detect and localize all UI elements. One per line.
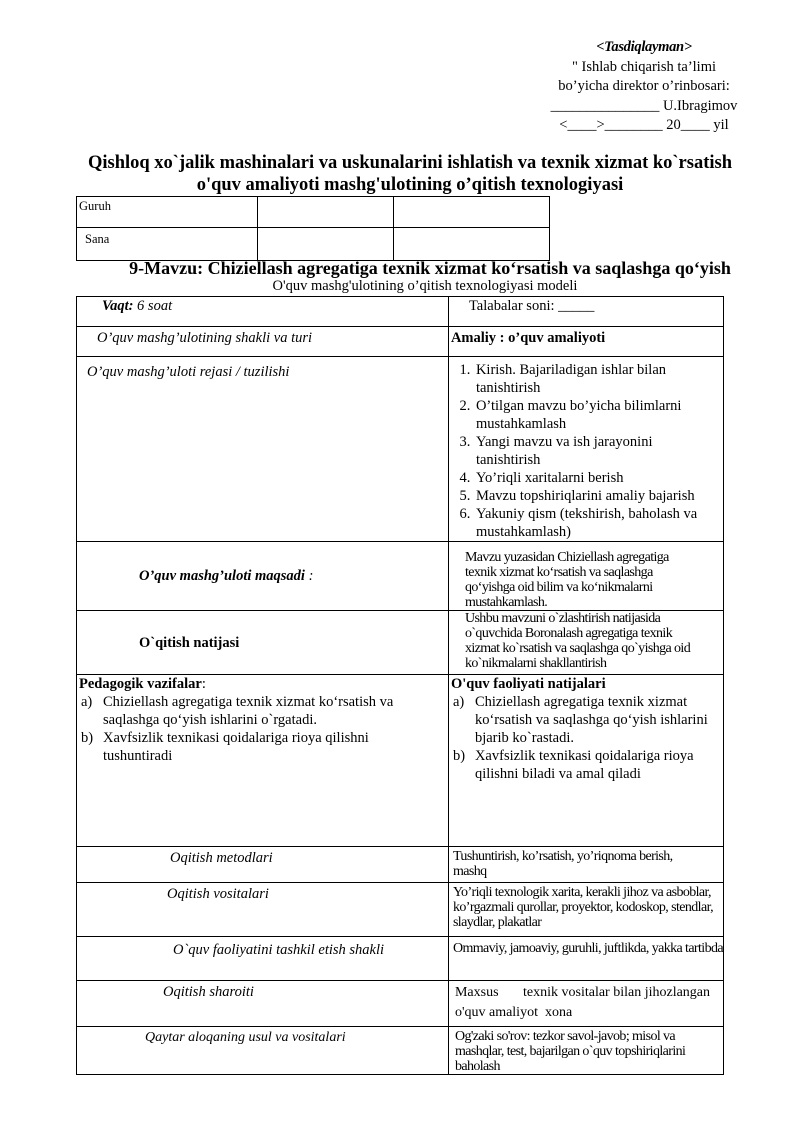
maqsad-value: Mavzu yuzasidan Chiziellash agregatiga texnik xizmat ko‘rsatish va saqlashga qo‘yishga oid bilim va ko‘nikmalarni mustahkamlash. — [448, 542, 723, 611]
list-marker: b) — [81, 730, 94, 746]
document-title-line1: Qishloq xo`jalik mashinalari va uskunalarini ishlatish va texnik xizmat ko`rsatish — [87, 153, 733, 173]
list-item: 6. Yakuniy qism (tekshirish, baholash va mustahkamlash) — [474, 505, 713, 541]
list-item — [451, 747, 715, 783]
faoliyat-cell — [448, 675, 723, 847]
maqsad-cell — [77, 542, 449, 611]
technology-model-table — [76, 296, 724, 1075]
table-row — [77, 883, 724, 937]
natija-label: O`qitish natijasi — [77, 611, 449, 675]
topic-heading: 9-Mavzu: Chiziellash agregatiga texnik xizmat ko‘rsatish va saqlashga qo‘yish — [129, 258, 731, 278]
table-row — [77, 675, 724, 847]
vaqt-cell — [77, 297, 449, 327]
list-marker: a) — [452, 694, 465, 710]
table-row — [77, 981, 724, 1027]
vosita-value: Yo’riqli texnologik xarita, kerakli jihoz va asboblar, ko’rgazmali qurollar, proyektor, kodoskop, stendlar, slaydlar, plakatlar — [448, 883, 723, 937]
table-row — [77, 297, 724, 327]
pedagogik-colon: : — [201, 676, 206, 692]
table-row — [77, 357, 724, 542]
shakl-value: Amaliy : o’quv amaliyoti — [448, 327, 723, 357]
sana-label: Sana — [77, 228, 258, 261]
table-row — [77, 197, 550, 228]
group-date-table — [76, 196, 550, 261]
pedagogik-label: Pedagogik vazifalar — [79, 676, 202, 692]
reja-cell — [448, 357, 723, 542]
talabalar-soni: Talabalar soni: _____ — [448, 297, 723, 327]
aloqa-value: Og'zaki so'rov: tezkor savol-javob; misol va mashqlar, test, bajarilgan o`quv topshiriqlarini baholash — [448, 1027, 723, 1075]
list-item: 5. Mavzu topshiriqlarini amaliy bajarish — [474, 487, 713, 505]
approval-date-line: <____>________ 20____ yil — [559, 117, 729, 133]
sana-cell — [258, 228, 394, 261]
list-item — [79, 693, 438, 729]
sharoit-label: Oqitish sharoiti — [77, 981, 449, 1027]
list-item: 4. Yo’riqli xaritalarni berish — [474, 469, 713, 487]
model-subtitle: O'quv mashg'ulotining o’qitish texnologiyasi modeli — [272, 278, 578, 294]
metod-value: Tushuntirish, ko’rsatish, yo’riqnoma berish, mashq — [448, 847, 723, 883]
vosita-label: Oqitish vositalari — [77, 883, 449, 937]
list-item: 2. O’tilgan mavzu bo’yicha bilimlarni mustahkamlash — [474, 397, 713, 433]
metod-label: Oqitish metodlari — [77, 847, 449, 883]
table-row — [77, 542, 724, 611]
guruh-cell — [258, 197, 394, 228]
list-item — [79, 729, 438, 765]
list-text: Xavfsizlik texnikasi qoidalariga rioya qilishni biladi va amal qiladi — [474, 748, 694, 782]
table-row — [77, 847, 724, 883]
reja-list — [449, 361, 713, 541]
tashkil-label: O`quv faoliyatini tashkil etish shakli — [77, 937, 449, 981]
table-row — [77, 611, 724, 675]
aloqa-label: Qaytar aloqaning usul va vositalari — [77, 1027, 449, 1075]
sharoit-value-line1: Maxsus texnik vositalar bilan jihozlangan — [454, 985, 711, 1000]
faoliyat-label: O'quv faoliyati natijalari — [450, 676, 606, 692]
vaqt-label: Vaqt: — [102, 298, 134, 314]
approval-line: " Ishlab chiqarish ta’limi — [571, 58, 717, 75]
approval-line: bo’yicha direktor o’rinbosari: — [558, 78, 730, 94]
list-item: 3. Yangi mavzu va ish jarayonini tanishtirish — [474, 433, 713, 469]
guruh-cell — [394, 197, 550, 228]
guruh-label: Guruh — [77, 197, 258, 228]
document-title-line2: o'quv amaliyoti mashg'ulotining o’qitish texnologiyasi — [196, 175, 624, 195]
table-row — [77, 228, 550, 261]
faoliyat-list — [451, 693, 715, 783]
table-row — [77, 327, 724, 357]
approval-block — [534, 38, 754, 136]
list-marker: a) — [81, 694, 93, 710]
list-item: 1. Kirish. Bajariladigan ishlar bilan tanishtirish — [474, 361, 713, 397]
list-text: Chiziellash agregatiga texnik xizmat ko‘rsatish va saqlashga qo‘yish ishlarini bjarib ko`rastadi. — [474, 694, 708, 746]
natija-value: Ushbu mavzuni o`zlashtirish natijasida o`quvchida Boronalash agregatiga texnik xizmat ko`rsatish va saqlashga qo`yishga oid ko`nikmalarni shakllantirish — [448, 611, 723, 675]
approval-signature-line: _______________ U.Ibragimov — [550, 97, 738, 114]
table-row — [77, 1027, 724, 1075]
list-item — [451, 693, 715, 747]
tashkil-value: Ommaviy, jamoaviy, guruhli, juftlikda, yakka tartibda — [448, 937, 723, 981]
pedagogik-list — [79, 693, 438, 765]
sharoit-cell — [448, 981, 723, 1027]
maqsad-colon: : — [304, 568, 314, 584]
sharoit-value-line2: o'quv amaliyot xona — [454, 1005, 573, 1020]
list-text: Chiziellash agregatiga texnik xizmat ko‘rsatish va saqlashga qo‘yish ishlarini o`rgatadi. — [103, 694, 394, 728]
document-title — [60, 152, 760, 196]
shakl-label: O’quv mashg’ulotining shakli va turi — [77, 327, 449, 357]
approval-header: <Tasdiqlayman> — [596, 39, 692, 55]
vaqt-value: 6 soat — [133, 298, 173, 314]
sana-cell — [394, 228, 550, 261]
pedagogik-cell — [77, 675, 449, 847]
table-row — [77, 937, 724, 981]
reja-label: O’quv mashg’uloti rejasi / tuzilishi — [77, 357, 449, 542]
maqsad-label: O’quv mashg’uloti maqsadi — [139, 568, 305, 584]
list-text: Xavfsizlik texnikasi qoidalariga rioya qilishni tushuntiradi — [103, 730, 369, 764]
list-marker: b) — [452, 748, 466, 764]
